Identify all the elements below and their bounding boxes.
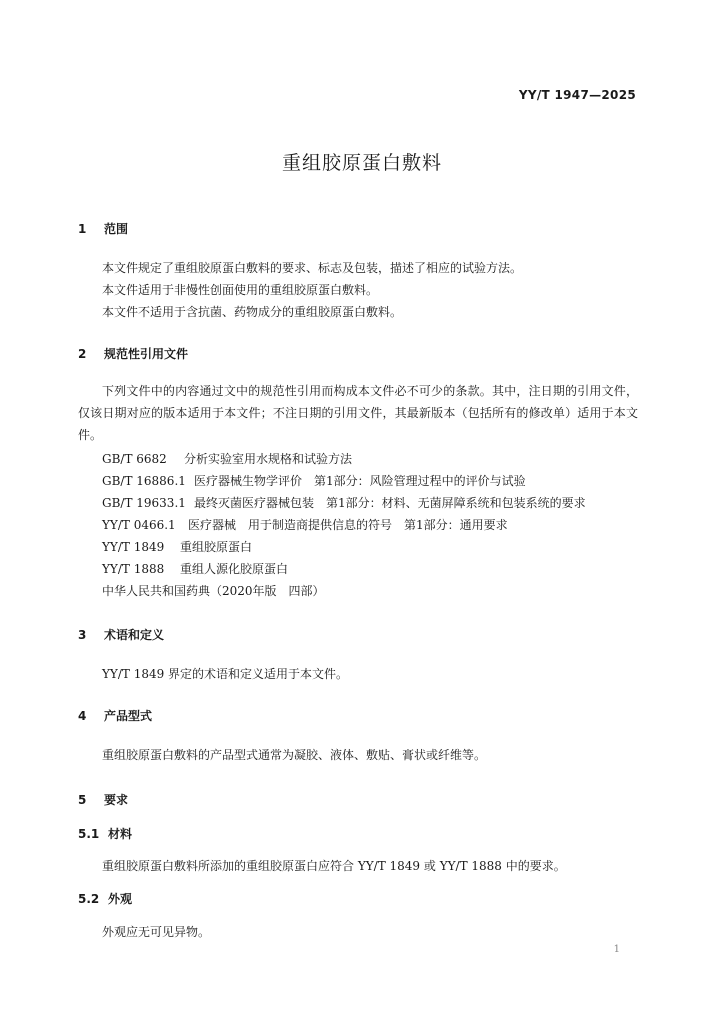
section-number: 2 xyxy=(78,347,87,361)
reference-item xyxy=(102,516,508,533)
subsection-number: 5.2 xyxy=(78,892,100,906)
document-title: 重组胶原蛋白敷料 xyxy=(281,152,442,174)
materials-paragraph: 重组胶原蛋白敷料所添加的重组胶原蛋白应符合 YY/T 1849 或 YY/T 1888 中的要求。 xyxy=(102,859,566,873)
standard-code: YY/T 1947—2025 xyxy=(518,88,636,102)
reference-title: 最终灭菌医疗器械包装 第1部分：材料、无菌屏障系统和包装系统的要求 xyxy=(194,496,586,510)
reference-item xyxy=(102,472,526,489)
reference-item xyxy=(102,538,252,555)
reference-title: 分析实验室用水规格和试验方法 xyxy=(184,452,353,466)
scope-paragraph-2: 本文件适用于非慢性创面使用的重组胶原蛋白敷料。 xyxy=(102,283,379,297)
reference-item xyxy=(102,582,325,599)
reference-code: YY/T 1888 xyxy=(102,562,165,576)
reference-code: GB/T 6682 xyxy=(102,452,167,466)
scope-paragraph-3: 本文件不适用于含抗菌、药物成分的重组胶原蛋白敷料。 xyxy=(102,305,403,319)
subsection-5-2-heading xyxy=(78,890,132,907)
reference-code: YY/T 1849 xyxy=(102,540,165,554)
reference-item xyxy=(102,560,288,577)
section-4-heading xyxy=(78,707,152,724)
section-2-heading xyxy=(78,345,188,362)
reference-item xyxy=(102,494,586,511)
section-title: 产品型式 xyxy=(104,709,153,723)
subsection-title: 外观 xyxy=(108,892,133,906)
section-title: 规范性引用文件 xyxy=(104,347,189,361)
reference-title: 重组人源化胶原蛋白 xyxy=(180,562,289,576)
product-form-paragraph: 重组胶原蛋白敷料的产品型式通常为凝胶、液体、敷贴、膏状或纤维等。 xyxy=(102,748,487,762)
section-number: 1 xyxy=(78,222,87,236)
subsection-title: 材料 xyxy=(108,827,133,841)
subsection-5-1-heading xyxy=(78,825,132,842)
reference-code: GB/T 19633.1 xyxy=(102,496,186,510)
reference-code: YY/T 0466.1 xyxy=(102,518,176,532)
references-intro: 下列文件中的内容通过文中的规范性引用而构成本文件必不可少的条款。其中，注日期的引用文件，仅该日期对应的版本适用于本文件；不注日期的引用文件，其最新版本（包括所有的修改单）适用于本文件。 xyxy=(78,384,638,442)
appearance-paragraph: 外观应无可见异物。 xyxy=(102,925,211,939)
section-number: 3 xyxy=(78,628,87,642)
reference-title: 医疗器械生物学评价 第1部分：风险管理过程中的评价与试验 xyxy=(194,474,526,488)
page-number: 1 xyxy=(613,944,620,955)
reference-title: 重组胶原蛋白 xyxy=(180,540,253,554)
section-number: 5 xyxy=(78,793,87,807)
reference-item xyxy=(102,450,352,467)
section-number: 4 xyxy=(78,709,87,723)
reference-code: GB/T 16886.1 xyxy=(102,474,186,488)
section-1-heading xyxy=(78,220,128,237)
section-title: 范围 xyxy=(104,222,129,236)
section-3-heading xyxy=(78,626,164,643)
section-5-heading xyxy=(78,791,128,808)
section-title: 术语和定义 xyxy=(104,628,165,642)
section-title: 要求 xyxy=(104,793,129,807)
terms-paragraph: YY/T 1849 界定的术语和定义适用于本文件。 xyxy=(102,667,349,681)
subsection-number: 5.1 xyxy=(78,827,100,841)
reference-title: 医疗器械 用于制造商提供信息的符号 第1部分：通用要求 xyxy=(188,518,508,532)
scope-paragraph-1: 本文件规定了重组胶原蛋白敷料的要求、标志及包装，描述了相应的试验方法。 xyxy=(102,261,523,275)
reference-code: 中华人民共和国药典（2020年版 四部） xyxy=(102,584,325,598)
